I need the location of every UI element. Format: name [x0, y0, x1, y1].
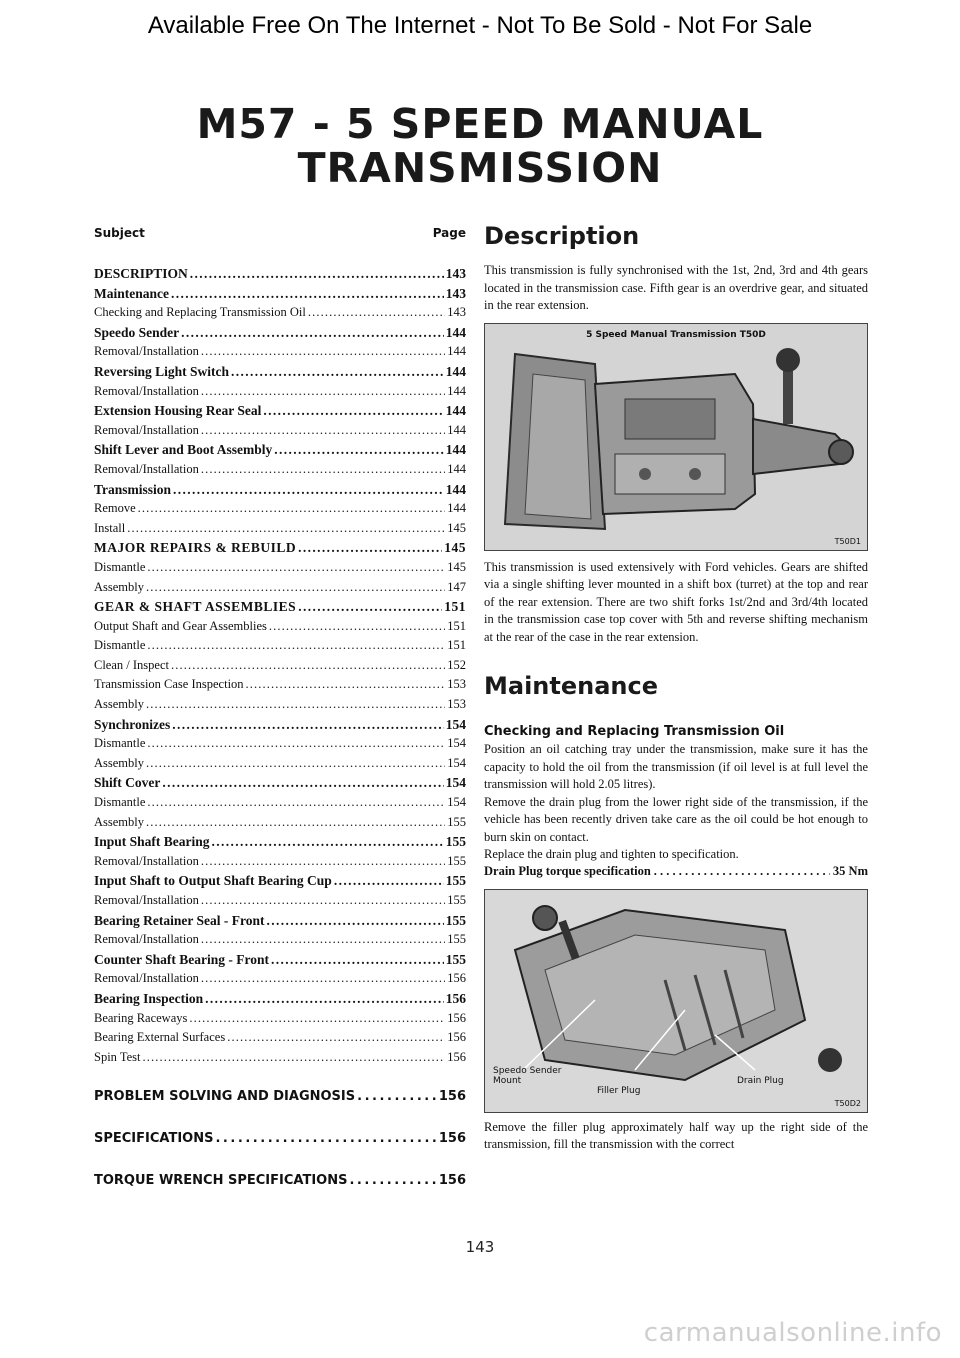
- toc-dot-leader: [147, 795, 445, 810]
- toc-entry-label: Output Shaft and Gear Assemblies: [94, 618, 267, 633]
- toc-entry-label: Bearing External Surfaces: [94, 1030, 226, 1045]
- toc-entry: [94, 971, 466, 991]
- toc-entry-page: 156: [447, 971, 466, 986]
- toc-entry-label: Input Shaft Bearing: [94, 834, 210, 850]
- toc-entry-page: 151: [444, 599, 466, 615]
- toc-dot-leader: [263, 403, 443, 419]
- toc-entry: [94, 736, 466, 756]
- toc-entry: [94, 540, 466, 560]
- toc-entry-label: Assembly: [94, 697, 144, 712]
- toc-entry-page: 144: [445, 403, 466, 419]
- toc-entry: [94, 677, 466, 697]
- toc-entry: [94, 932, 466, 952]
- description-body: This transmission is used extensively with Ford vehicles. Gears are shifted via a single shifting lever mounted in a shift box (turret) at the top and rear of the rear extension. There are two shift forks 1st/2nd and 3rd/4th located in the transmission case top cover with 5th and reverse shifting mechanism at the rear of the case in the rear extension.: [484, 559, 868, 644]
- spec-dot-leader: [654, 864, 830, 879]
- toc-dot-leader: [215, 1131, 436, 1146]
- toc-dot-leader: [201, 423, 445, 438]
- toc-dot-leader: [227, 1030, 445, 1045]
- figure-1-code: T50D1: [834, 536, 861, 546]
- toc-entry-page: 151: [447, 638, 466, 653]
- toc-entry-page: 155: [445, 912, 466, 928]
- toc-entry-page: 144: [447, 344, 466, 359]
- toc-entry-page: 143: [447, 305, 466, 320]
- toc-dot-leader: [246, 677, 446, 692]
- figure-1-caption: 5 Speed Manual Transmission T50D: [586, 329, 766, 340]
- toc-entry-label: Dismantle: [94, 638, 146, 653]
- transmission-illustration: [485, 324, 867, 550]
- toc-entry: [94, 423, 466, 443]
- toc-entry-label: Maintenance: [94, 285, 169, 301]
- toc-entry-label: Synchronizes: [94, 716, 171, 732]
- toc-dot-leader: [201, 971, 445, 986]
- toc-dot-leader: [205, 991, 444, 1007]
- toc-entry-page: 155: [447, 853, 466, 868]
- site-watermark: carmanualsonline.info: [643, 1318, 942, 1348]
- toc-entry: [94, 1030, 466, 1050]
- toc-entry-label: Bearing Inspection: [94, 990, 204, 1006]
- toc-entry-label: Removal/Installation: [94, 344, 199, 359]
- toc-major-entry-label: PROBLEM SOLVING AND DIAGNOSIS: [94, 1089, 356, 1105]
- toc-dot-leader: [146, 815, 445, 830]
- toc-entry-page: 154: [447, 755, 466, 770]
- toc-dot-leader: [127, 521, 445, 536]
- toc-entry: [94, 697, 466, 717]
- toc-entry-label: Assembly: [94, 579, 144, 594]
- speedo-sender-label: Speedo Sender Mount: [493, 1065, 562, 1086]
- toc-entry: [94, 854, 466, 874]
- toc-dot-leader: [146, 580, 445, 595]
- maintenance-heading: Maintenance: [484, 672, 659, 700]
- toc-entry: [94, 717, 466, 737]
- toc-entry-label: Removal/Installation: [94, 853, 199, 868]
- description-heading: Description: [484, 222, 640, 250]
- toc-dot-leader: [308, 305, 445, 320]
- toc-entry: [94, 286, 466, 306]
- toc-entry: [94, 580, 466, 600]
- toc-major-entry-label: SPECIFICATIONS: [94, 1131, 214, 1147]
- toc-entry: [94, 756, 466, 776]
- toc-dot-leader: [212, 834, 444, 850]
- toc-entry-page: 154: [447, 736, 466, 751]
- maintenance-para-2: Remove the drain plug from the lower right side of the transmission, if the vehicle has been recently driven take care as the oil could be hot enough to burn skin on contact.: [484, 794, 868, 844]
- toc-entry-label: Clean / Inspect: [94, 657, 169, 672]
- description-intro: This transmission is fully synchronised with the 1st, 2nd, 3rd and 4th gears located in the transmission case. Fifth gear is an overdrive gear, and situated in the rear extension.: [484, 263, 868, 312]
- drain-plug-torque-spec: [484, 864, 868, 879]
- toc-dot-leader: [231, 364, 444, 380]
- toc-dot-leader: [147, 638, 445, 653]
- toc-dot-leader: [138, 501, 446, 516]
- toc-dot-leader: [349, 1173, 436, 1188]
- transmission-figure: [484, 323, 868, 551]
- toc-dot-leader: [269, 619, 445, 634]
- toc-entry: [94, 913, 466, 933]
- toc-entry-label: Counter Shaft Bearing - Front: [94, 951, 269, 967]
- toc-entry-page: 144: [447, 461, 466, 476]
- toc-dot-leader: [162, 775, 443, 791]
- toc-entry-label: Shift Cover: [94, 775, 161, 791]
- toc-entry: [94, 442, 466, 462]
- toc-dot-leader: [201, 932, 445, 947]
- toc-entry: [94, 1050, 466, 1070]
- toc-entry-label: Shift Lever and Boot Assembly: [94, 442, 273, 458]
- toc-entry-label: Bearing Retainer Seal - Front: [94, 912, 265, 928]
- toc-entry-label: Bearing Raceways: [94, 1010, 188, 1025]
- toc-entry-label: Remove: [94, 501, 136, 516]
- toc-major-entry: [94, 1131, 466, 1153]
- toc-entry: [94, 952, 466, 972]
- toc-dot-leader: [147, 560, 445, 575]
- toc-entry-page: 144: [447, 383, 466, 398]
- toc-major-entry-page: 156: [438, 1131, 466, 1147]
- toc-entry: [94, 501, 466, 521]
- toc-entry-label: Extension Housing Rear Seal: [94, 403, 262, 419]
- toc-entry-label: Reversing Light Switch: [94, 363, 229, 379]
- toc-entry-page: 151: [447, 618, 466, 633]
- page-number: 143: [465, 1238, 495, 1256]
- toc-dot-leader: [201, 384, 445, 399]
- toc-entry-label: Removal/Installation: [94, 461, 199, 476]
- toc-dot-leader: [172, 717, 443, 733]
- toc-entry: [94, 815, 466, 835]
- toc-entry: [94, 344, 466, 364]
- toc-major-entry-label: TORQUE WRENCH SPECIFICATIONS: [94, 1173, 348, 1189]
- toc-entry-page: 155: [445, 834, 466, 850]
- toc-dot-leader: [181, 325, 444, 341]
- toc-entry-label: Removal/Installation: [94, 383, 199, 398]
- toc-entry: [94, 384, 466, 404]
- toc-entry-label: Dismantle: [94, 736, 146, 751]
- toc-major-entry: [94, 1173, 466, 1195]
- toc-entry: [94, 795, 466, 815]
- toc-entry: [94, 893, 466, 913]
- toc-dot-leader: [171, 658, 445, 673]
- spec-value: 35 Nm: [832, 863, 868, 878]
- toc-entry-page: 144: [445, 324, 466, 340]
- toc-entry: [94, 482, 466, 502]
- toc-entry-page: 143: [445, 285, 466, 301]
- toc-entry: [94, 462, 466, 482]
- toc-dot-leader: [190, 266, 444, 282]
- toc-entry-page: 145: [447, 559, 466, 574]
- toc-dot-leader: [266, 913, 443, 929]
- table-of-contents: [94, 226, 466, 1215]
- toc-entry-label: Transmission: [94, 481, 172, 497]
- toc-entry-label: Dismantle: [94, 559, 146, 574]
- toc-entry-page: 144: [445, 442, 466, 458]
- spec-label: Drain Plug torque specification: [484, 863, 651, 878]
- toc-entry-label: Input Shaft to Output Shaft Bearing Cup: [94, 873, 332, 889]
- toc-entry: [94, 305, 466, 325]
- toc-entry: [94, 834, 466, 854]
- toc-dot-leader: [357, 1089, 437, 1104]
- toc-entry: [94, 325, 466, 345]
- toc-dot-leader: [298, 540, 442, 556]
- toc-entry-page: 145: [447, 520, 466, 535]
- toc-entry-page: 144: [447, 501, 466, 516]
- toc-entry: [94, 266, 466, 286]
- toc-entry-page: 155: [445, 951, 466, 967]
- page-banner: Available Free On The Internet - Not To Be Sold - Not For Sale: [147, 12, 813, 39]
- toc-major-sections: [94, 1089, 466, 1195]
- toc-entry-page: 154: [447, 795, 466, 810]
- toc-dot-leader: [298, 599, 442, 615]
- toc-entry-label: Assembly: [94, 755, 144, 770]
- toc-entry-label: Removal/Installation: [94, 893, 199, 907]
- filler-plug-label: Filler Plug: [597, 1085, 641, 1096]
- toc-entry-label: Removal/Installation: [94, 422, 199, 437]
- toc-entry-page: 156: [445, 990, 466, 1006]
- maintenance-para-3: Replace the drain plug and tighten to specification.: [484, 847, 739, 861]
- toc-entry: [94, 364, 466, 384]
- toc-dot-leader: [173, 482, 444, 498]
- toc-entry-page: 156: [447, 1030, 466, 1045]
- toc-entry-page: 144: [445, 481, 466, 497]
- toc-entry-label: Removal/Installation: [94, 971, 199, 986]
- toc-entry-page: 153: [447, 677, 466, 692]
- toc-entry-page: 155: [445, 873, 466, 889]
- page-title: [0, 102, 960, 190]
- title-line-2: TRANSMISSION: [297, 144, 663, 192]
- toc-entry: [94, 521, 466, 541]
- toc-dot-leader: [274, 442, 443, 458]
- toc-entry: [94, 873, 466, 893]
- toc-major-entry: [94, 1089, 466, 1111]
- toc-entry-page: 155: [447, 814, 466, 829]
- toc-entry: [94, 403, 466, 423]
- toc-entry-label: GEAR & SHAFT ASSEMBLIES: [94, 599, 297, 615]
- toc-entry-label: Speedo Sender: [94, 324, 180, 340]
- oil-check-subheading: Checking and Replacing Transmission Oil: [484, 724, 785, 739]
- toc-entry-page: 155: [447, 893, 466, 907]
- toc-entry: [94, 775, 466, 795]
- toc-entry-page: 152: [447, 657, 466, 672]
- toc-header: [94, 226, 466, 240]
- toc-entry: [94, 1011, 466, 1031]
- toc-entry-label: Spin Test: [94, 1049, 141, 1064]
- toc-dot-leader: [171, 286, 444, 302]
- toc-dot-leader: [146, 697, 445, 712]
- drain-plug-label: Drain Plug: [737, 1075, 784, 1086]
- toc-entry: [94, 599, 466, 619]
- toc-entry: [94, 560, 466, 580]
- toc-entry-page: 154: [445, 716, 466, 732]
- toc-dot-leader: [189, 1011, 445, 1026]
- toc-dot-leader: [201, 344, 445, 359]
- toc-entry-label: Dismantle: [94, 795, 146, 810]
- toc-dot-leader: [334, 873, 444, 889]
- toc-dot-leader: [271, 952, 444, 968]
- toc-entry-label: Assembly: [94, 814, 144, 829]
- toc-entry-label: Install: [94, 520, 126, 535]
- toc-entry-page: 143: [445, 266, 466, 281]
- toc-major-entry-page: 156: [438, 1173, 466, 1189]
- toc-dot-leader: [201, 462, 445, 477]
- toc-subject-label: Subject: [94, 226, 145, 240]
- toc-entry: [94, 658, 466, 678]
- toc-entry-page: 144: [445, 363, 466, 379]
- toc-entry-page: 145: [444, 540, 466, 556]
- toc-major-entry-page: 156: [438, 1089, 466, 1105]
- toc-entries: [94, 266, 466, 1069]
- toc-dot-leader: [147, 736, 445, 751]
- toc-entry-page: 154: [445, 775, 466, 791]
- figure-2-code: T50D2: [834, 1098, 861, 1108]
- drain-plug-figure: [484, 889, 868, 1113]
- toc-entry-label: Checking and Replacing Transmission Oil: [94, 305, 306, 320]
- toc-entry-label: Transmission Case Inspection: [94, 677, 244, 692]
- maintenance-para-4: Remove the filler plug approximately half way up the right side of the transmission, fill the transmission with the correct: [484, 1119, 868, 1151]
- toc-entry-label: Removal/Installation: [94, 932, 199, 947]
- toc-entry: [94, 991, 466, 1011]
- toc-page-label: Page: [432, 226, 466, 240]
- toc-entry-label: DESCRIPTION: [94, 266, 188, 281]
- toc-entry-page: 155: [447, 932, 466, 947]
- content-column: [484, 222, 868, 1154]
- toc-entry: [94, 619, 466, 639]
- toc-dot-leader: [201, 893, 445, 908]
- maintenance-para-1: Position an oil catching tray under the transmission, make sure it has the capacity to hold the oil from the transmission (if oil level is at full level the transmission will hold 2.05 litres).: [484, 742, 868, 791]
- toc-entry-page: 156: [447, 1049, 466, 1064]
- title-line-1: M57 - 5 SPEED MANUAL: [196, 100, 764, 148]
- toc-dot-leader: [201, 854, 445, 869]
- toc-entry-label: MAJOR REPAIRS & REBUILD: [94, 540, 297, 556]
- toc-entry-page: 153: [447, 697, 466, 712]
- toc-dot-leader: [142, 1050, 445, 1065]
- toc-entry: [94, 638, 466, 658]
- toc-entry-page: 147: [447, 579, 466, 594]
- toc-entry-page: 144: [447, 422, 466, 437]
- toc-dot-leader: [146, 756, 445, 771]
- toc-entry-page: 156: [447, 1010, 466, 1025]
